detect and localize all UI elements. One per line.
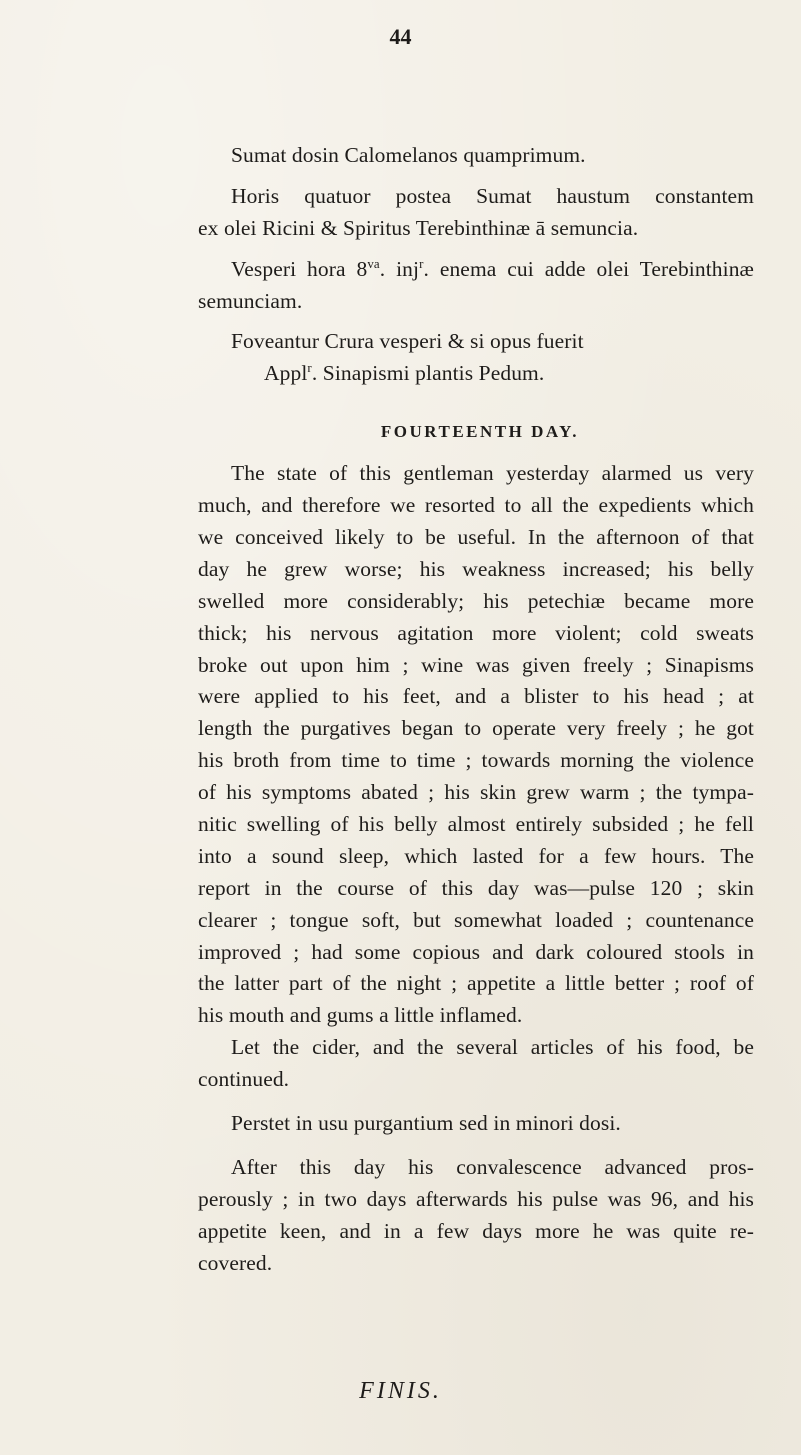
- paragraph-line: into a sound sleep, which lasted for a few hours. The: [198, 843, 754, 868]
- paragraph-line: report in the course of this day was—pulse 120 ; skin: [198, 875, 754, 900]
- paragraph-line: improved ; had some copious and dark coloured stools in: [198, 939, 754, 964]
- paragraph-line: we conceived likely to be useful. In the afternoon of that: [198, 525, 754, 550]
- prescription-enema-line: semunciam.: [198, 288, 303, 313]
- paragraph-line: appetite keen, and in a few days more he was quite re-: [198, 1218, 754, 1243]
- paragraph-line: covered.: [198, 1250, 273, 1275]
- prescription-fomentation-line: Appl$^r$. Sinapismi plantis Pedum.: [264, 361, 545, 386]
- prescription-castor-oil-line: ex olei Ricini & Spiritus Terebinthinæ ā semuncia.: [198, 215, 639, 240]
- paragraph-line: his broth from time to time ; towards morning the violence: [198, 748, 754, 773]
- paragraph-line: of his symptoms abated ; his skin grew warm ; the tympa-: [198, 780, 754, 805]
- paragraph-line: thick; his nervous agitation more violent; cold sweats: [198, 620, 754, 645]
- page-number: 44: [389, 24, 412, 49]
- paragraph-line: nitic swelling of his belly almost entirely subsided ; he fell: [198, 812, 754, 837]
- paragraph-line: Let the cider, and the several articles of his food, be: [231, 1035, 754, 1060]
- paragraph-line: continued.: [198, 1067, 290, 1092]
- page-body: [198, 140, 754, 1280]
- paragraph-line: day he grew worse; his weakness increased; his belly: [198, 556, 754, 581]
- paragraph-line: much, and therefore we resorted to all the expedients which: [198, 493, 754, 518]
- paragraph-line: perously ; in two days afterwards his pulse was 96, and his: [198, 1186, 754, 1211]
- paragraph-line: length the purgatives began to operate very freely ; he got: [198, 716, 754, 741]
- prescription-purgatives: Perstet in usu purgantium sed in minori dosi.: [231, 1111, 621, 1136]
- paragraph-line: the latter part of the night ; appetite a little better ; roof of: [198, 971, 754, 996]
- prescription-enema-line: Vesperi hora $8^{va}$. inj$^r$. enema cui adde olei Terebinthinæ: [231, 256, 754, 281]
- paragraph-line: were applied to his feet, and a blister to his head ; at: [198, 684, 754, 709]
- paragraph-line: broke out upon him ; wine was given freely ; Sinapisms: [198, 652, 754, 677]
- prescription-castor-oil-line: Horis quatuor postea Sumat haustum constantem: [231, 183, 754, 208]
- paragraph-line: clearer ; tongue soft, but somewhat loaded ; countenance: [198, 907, 754, 932]
- paragraph-line: The state of this gentleman yesterday alarmed us very: [231, 461, 754, 486]
- paragraph-line: his mouth and gums a little inflamed.: [198, 1003, 523, 1028]
- prescription-calomel: Sumat dosin Calomelanos quamprimum.: [231, 143, 586, 167]
- paragraph-line: After this day his convalescence advanced pros-: [231, 1154, 754, 1179]
- section-heading: FOURTEENTH DAY.: [380, 422, 580, 442]
- paragraph-line: swelled more considerably; his petechiæ became more: [198, 588, 754, 613]
- prescription-fomentation-line: Foveantur Crura vesperi & si opus fuerit: [231, 329, 584, 354]
- finis-colophon: FINIS.: [359, 1378, 442, 1404]
